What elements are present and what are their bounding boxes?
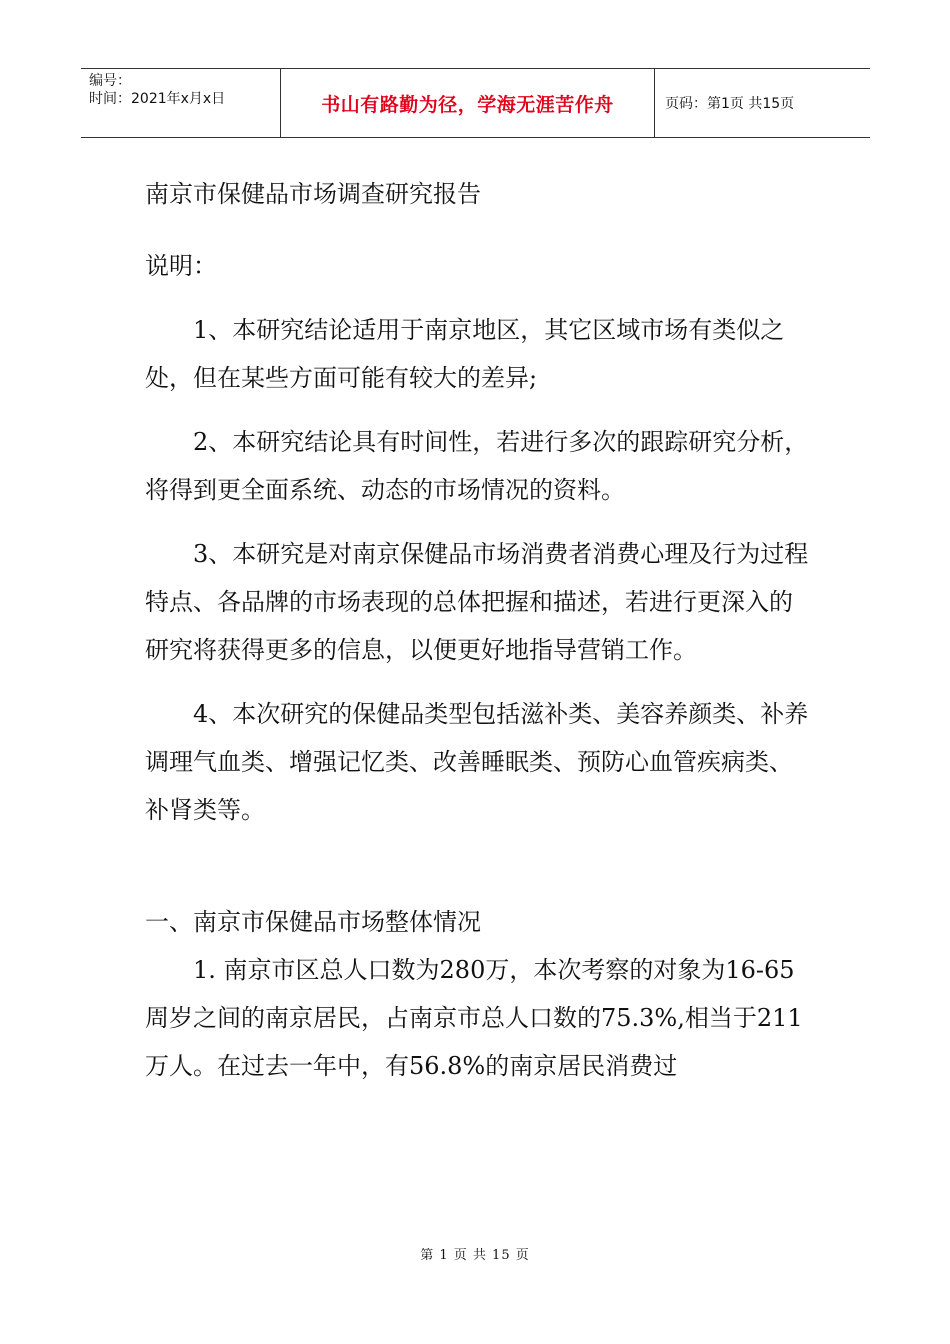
note-paragraph-3: 3、本研究是对南京保健品市场消费者消费心理及行为过程特点、各品牌的市场表现的总体把握和描述，若进行更深入的研究将获得更多的信息，以便更好地指导营销工作。 bbox=[145, 540, 809, 664]
page-footer: 第 1 页 共 15 页 bbox=[420, 1248, 530, 1263]
document-time-label: 时间：2021年x月x日 bbox=[89, 91, 226, 107]
header-meta-cell bbox=[81, 69, 281, 137]
document-number-label: 编号： bbox=[89, 73, 131, 89]
note-paragraph-4: 4、本次研究的保健品类型包括滋补类、美容养颜类、补养调理气血类、增强记忆类、改善睡眠类、预防心血管疾病类、补肾类等。 bbox=[145, 700, 809, 824]
header-page-info: 页码：第1页 共15页 bbox=[665, 96, 795, 112]
note-heading: 说明： bbox=[145, 252, 217, 280]
document-body bbox=[145, 170, 810, 1090]
document-title: 南京市保健品市场调查研究报告 bbox=[145, 180, 481, 208]
note-paragraph-1: 1、本研究结论适用于南京地区，其它区域市场有类似之处，但在某些方面可能有较大的差异; bbox=[145, 316, 785, 392]
header-motto: 书山有路勤为径，学海无涯苦作舟 bbox=[281, 69, 655, 137]
section-paragraph: 1. 南京市区总人口数为280万，本次考察的对象为16-65周岁之间的南京居民，占南京市总人口数的75.3%,相当于211万人。在过去一年中，有56.8%的南京居民消费过 bbox=[145, 956, 803, 1080]
header-table bbox=[81, 68, 870, 138]
section-heading: 一、南京市保健品市场整体情况 bbox=[145, 908, 481, 936]
note-paragraph-2: 2、本研究结论具有时间性，若进行多次的跟踪研究分析，将得到更全面系统、动态的市场情况的资料。 bbox=[145, 428, 809, 504]
